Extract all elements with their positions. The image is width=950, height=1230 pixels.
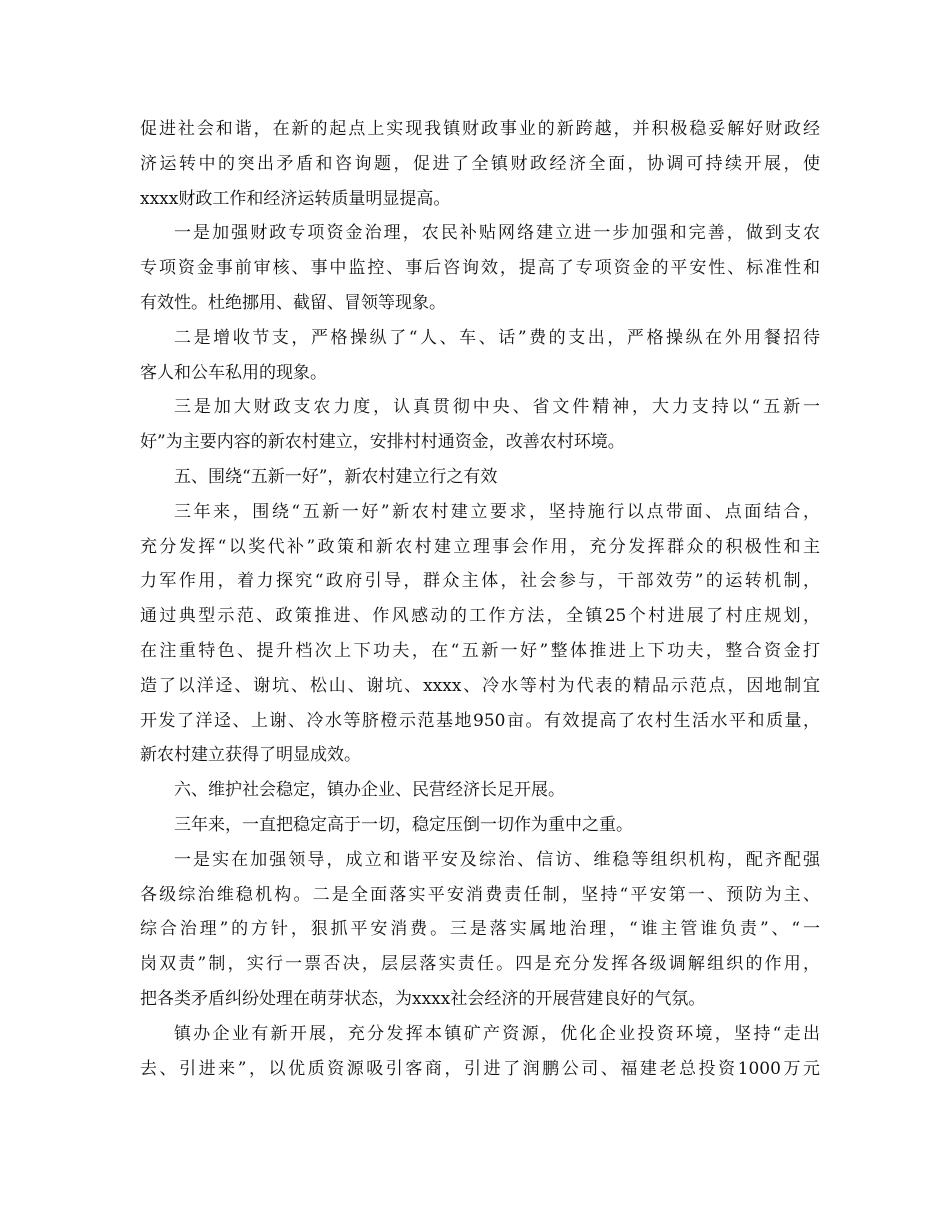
text-line: 促进社会和谐，在新的起点上实现我镇财政事业的新跨越，并积极稳妥解好财政经: [140, 119, 820, 139]
text-line: 三年来，围绕“五新一好”新农村建立要求，坚持施行以点带面、点面结合，: [174, 501, 820, 522]
text-line: 有效性。杜绝挪用、截留、冒领等现象。: [140, 292, 446, 313]
section-heading: 六、维护社会稳定，镇办企业、民营经济长足开展。: [174, 780, 565, 801]
text-line: 二是增收节支，严格操纵了“人、车、话”费的支出，严格操纵在外用餐招待: [174, 327, 820, 348]
text-line: 一是实在加强领导，成立和谐平安及综治、信访、维稳等组织机构，配齐配强: [174, 849, 820, 870]
text-line: 力军作用，着力探究“政府引导，群众主体，社会参与，干部效劳”的运转机制，: [140, 571, 820, 592]
text-line: 开发了洋迳、上谢、冷水等脐橙示范基地950亩。有效提高了农村生活水平和质量，: [140, 710, 820, 731]
text-line: 综合治理”的方针，狠抓平安消费。三是落实属地治理，“谁主管谁负责”、“一: [140, 919, 820, 940]
text-line: 造了以洋迳、谢坑、松山、谢坑、xxxx、冷水等村为代表的精品示范点，因地制宜: [140, 675, 820, 696]
section-heading: 五、围绕“五新一好”，新农村建立行之有效: [174, 466, 498, 487]
document-body: [140, 112, 820, 1086]
text-line: 去、引进来”，以优质资源吸引客商，引进了润鹏公司、福建老总投资1000万元: [140, 1058, 820, 1079]
text-line: xxxx财政工作和经济运转质量明显提高。: [140, 188, 451, 209]
text-line: 在注重特色、提升档次上下功夫，在“五新一好”整体推进上下功夫，整合资金打: [140, 640, 820, 661]
text-line: 通过典型示范、政策推进、作风感动的工作方法，全镇25个村进展了村庄规划，: [140, 606, 820, 627]
text-line: 三是加大财政支农力度，认真贯彻中央、省文件精神，大力支持以“五新一: [174, 397, 820, 418]
text-line: 新农村建立获得了明显成效。: [140, 745, 361, 766]
text-line: 岗双责”制，实行一票否决，层层落实责任。四是充分发挥各级调解组织的作用，: [140, 954, 820, 975]
text-line: 三年来，一直把稳定高于一切，稳定压倒一切作为重中之重。: [174, 814, 633, 835]
text-line: 专项资金事前审核、事中监控、事后咨询效，提高了专项资金的平安性、标准性和: [140, 258, 820, 279]
text-line: 充分发挥“以奖代补”政策和新农村建立理事会作用，充分发挥群众的积极性和主: [140, 536, 820, 557]
text-line: 各级综治维稳机构。二是全面落实平安消费责任制，坚持“平安第一、预防为主、: [140, 884, 820, 905]
text-line: 济运转中的突出矛盾和咨询题，促进了全镇财政经济全面，协调可持续开展，使: [140, 153, 820, 174]
text-line: 客人和公车私用的现象。: [140, 362, 327, 383]
text-line: 镇办企业有新开展，充分发挥本镇矿产资源，优化企业投资环境，坚持“走出: [174, 1023, 820, 1044]
text-line: 把各类矛盾纠纷处理在萌芽状态，为xxxx社会经济的开展营建良好的气氛。: [140, 988, 706, 1009]
text-line: 好”为主要内容的新农村建立，安排村村通资金，改善农村环境。: [140, 432, 625, 453]
text-line: 一是加强财政专项资金治理，农民补贴网络建立进一步加强和完善，做到支农: [174, 223, 820, 244]
